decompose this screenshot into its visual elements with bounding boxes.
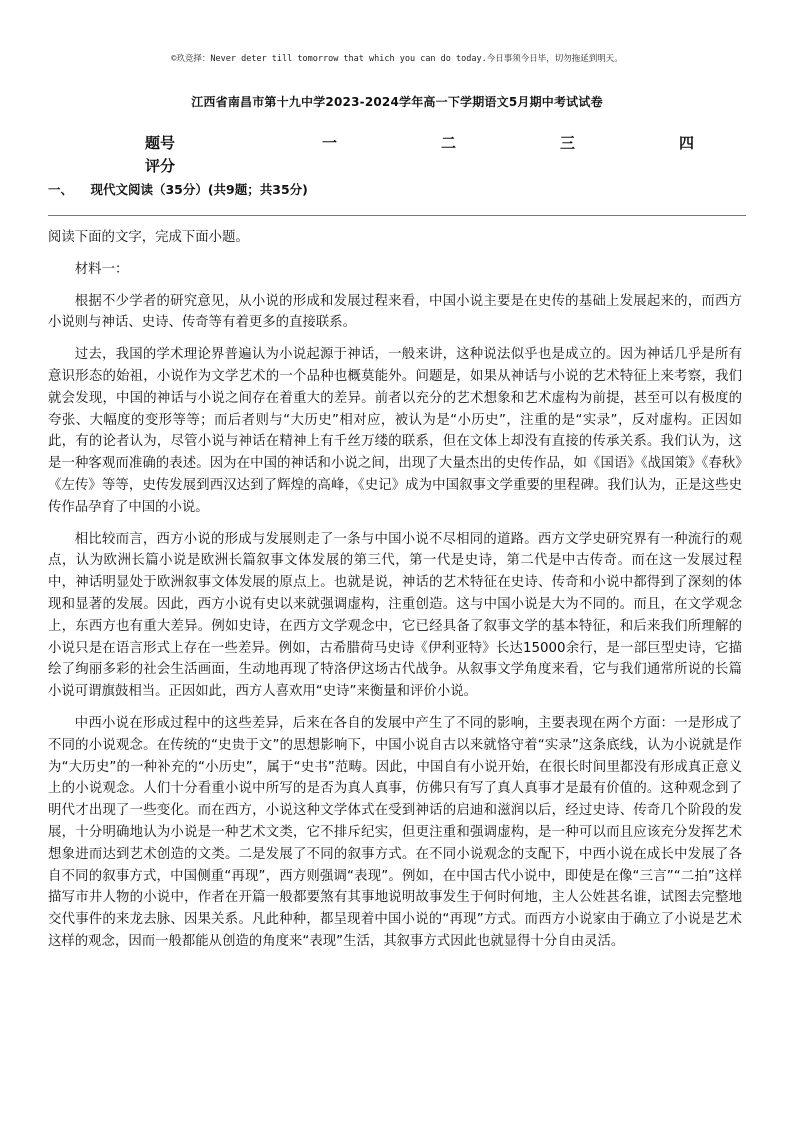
header-motto: ©玖竞择：Never deter till tomorrow that which you can do today.今日事须今日毕，切勿拖延到明天。 (171, 54, 623, 64)
score-table-col-2: 二 (441, 134, 457, 152)
section-title: 现代文阅读（35分）(共9题；共35分) (90, 182, 308, 197)
score-table-col-3: 三 (560, 134, 576, 152)
passage-paragraph: 过去，我国的学术理论界普遍认为小说起源于神话，一般来讲，这种说法似乎也是成立的。因为神话几乎是所有意识形态的始祖，小说作为文学艺术的一个品种也概莫能外。问题是，如果从神话与小说的艺术特征上来考察，我们就会发现，中国的神话与小说之间存在着重大的差异。前者以充分的艺术想象和艺术虚构为前提，甚至可以有极度的夸张、大幅度的变形等等；而后者则与“大历史”相对应，被认为是“小历史”，注重的是“实录”，反对虚构。正因如此，有的论者认为，尽管小说与神话在精神上有千丝万缕的联系，但在文体上却没有直接的传承关系。我们认为，这是一种客观而准确的表述。因为在中国的神话和小说之间，出现了大量杰出的史传作品，如《国语》《战国策》《春秋》《左传》等等，史传发展到西汉达到了辉煌的高峰，《史记》成为中国叙事文学重要的里程碑。我们认为，正是这些史传作品孕育了中国的小说。 (48, 347, 742, 515)
section-number: 一、 (48, 182, 74, 197)
passage-instruction: 阅读下面的文字，完成下面小题。 (48, 230, 249, 245)
score-table-col-1: 一 (322, 134, 338, 152)
reading-passage (48, 227, 742, 953)
score-table (0, 133, 794, 179)
material-label: 材料一： (74, 261, 129, 277)
passage-paragraph: 相比较而言，西方小说的形成与发展则走了一条与中国小说不尽相同的道路。西方文学史研究界有一种流行的观点，认为欧洲长篇小说是欧洲长篇叙事文体发展的第三代，第一代是史诗，第二代是中古传奇。而在这一发展过程中，神话明显处于欧洲叙事文体发展的原点上。也就是说，神话的艺术特征在史诗、传奇和小说中都得到了深刻的体现和显著的发展。因此，西方小说有史以来就强调虚构，注重创造。这与中国小说是大为不同的。而且，在文学观念上，东西方也有重大差异。例如史诗，在西方文学观念中，它已经具备了叙事文学的基本特征，和后来我们所理解的小说只是在语言形式上存在一些差异。例如，古希腊荷马史诗《伊利亚特》长达15000余行，是一部巨型史诗，它描绘了绚丽多彩的社会生活画面，生动地再现了特洛伊这场古代战争。从叙事文学角度来看，它与我们通常所说的长篇小说可谓旗鼓相当。正因如此，西方人喜欢用“史诗”来衡量和评价小说。 (48, 531, 742, 700)
score-table-col-4: 四 (679, 134, 695, 152)
exam-title: 江西省南昌市第十九中学2023-2024学年高一下学期语文5月期中考试试卷 (191, 95, 603, 109)
score-table-score-label: 评分 (145, 157, 176, 175)
section-heading (48, 180, 308, 198)
passage-paragraph: 中西小说在形成过程中的这些差异，后来在各自的发展中产生了不同的影响，主要表现在两个方面：一是形成了不同的小说观念。在传统的“史贵于文”的思想影响下，中国小说自古以来就恪守着“实录”这条底线，认为小说就是作为“大历史”的一种补充的“小历史”，属于“史书”范畴。因此，中国自有小说开始，在很长时间里都没有形成真正意义上的小说观念。人们十分看重小说中所写的是否为真人真事，仿佛只有写了真人真事才是最有价值的。这种观念到了明代才出现了一些变化。而在西方，小说这种文学体式在受到神话的启迪和滋润以后，经过史诗、传奇几个阶段的发展，十分明确地认为小说是一种艺术文类，它不排斥纪实，但更注重和强调虚构，是一种可以而且应该充分发挥艺术想象进而达到艺术创造的文类。二是发展了不同的叙事方式。在不同小说观念的支配下，中西小说在成长中发展了各自不同的叙事方式，中国侧重“再现”，西方则强调“表现”。例如，在中国古代小说中，即使是在像“三言”“二拍”这样描写市井人物的小说中，作者在开篇一般都要煞有其事地说明故事发生于何时何地，主人公姓甚名谁，试图去完整地交代事件的来龙去脉、因果关系。凡此种种，都呈现着中国小说的“再现”方式。而西方小说家由于确立了小说是艺术这样的观念，因而一般都能从创造的角度来“表现”生活，其叙事方式因此也就显得十分自由灵活。 (48, 715, 742, 949)
score-table-number-label: 题号 (145, 134, 176, 152)
passage-paragraph: 根据不少学者的研究意见，从小说的形成和发展过程来看，中国小说主要是在史传的基础上发展起来的，而西方小说则与神话、史诗、传奇等有着更多的直接联系。 (48, 293, 742, 331)
section-divider (48, 215, 746, 216)
